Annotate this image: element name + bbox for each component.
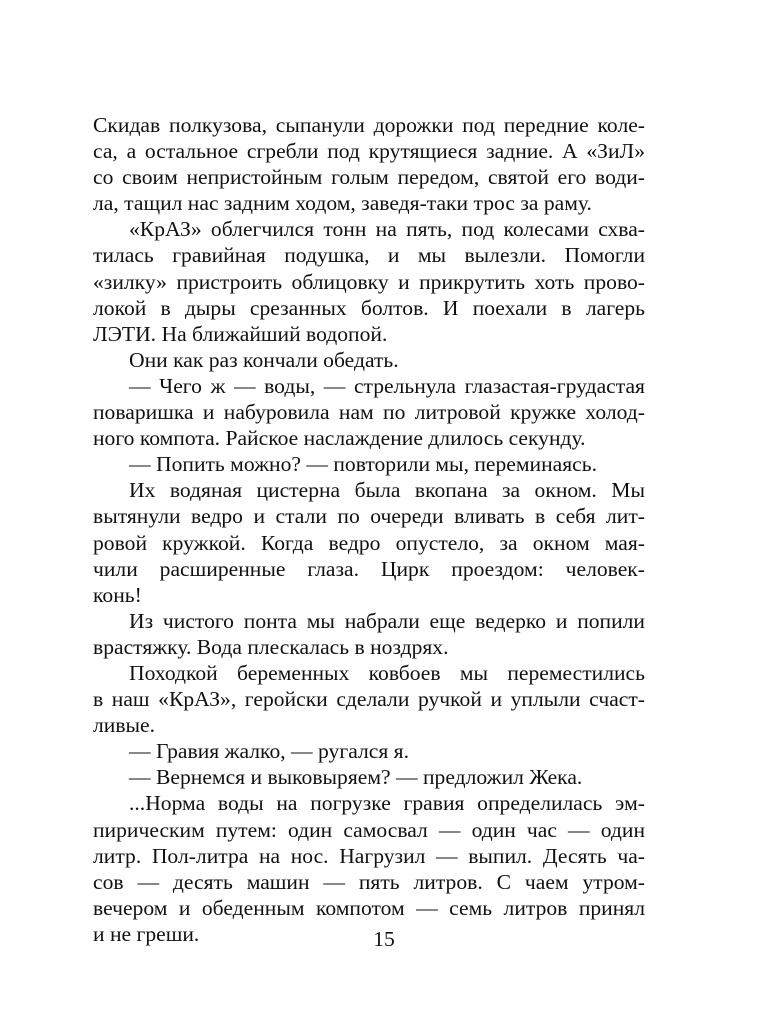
- text-line: конь!: [93, 582, 142, 607]
- text-line: ла, тащил нас задним ходом, заведя-таки трос за раму.: [93, 191, 592, 216]
- text-line: «КрАЗ» облегчился тонн на пять, под колесами схва-: [129, 217, 645, 242]
- text-line: пирическим путем: один самосвал — один час — один: [93, 817, 645, 842]
- paragraph: [93, 608, 645, 660]
- paragraph: [93, 790, 645, 947]
- text-line: са, а остальное сгребли под крутящиеся задние. А «ЗиЛ»: [93, 139, 645, 164]
- text-line: ...Норма воды на погрузке гравия определилась эм-: [129, 791, 645, 816]
- text-line: ного компота. Райское наслаждение длилось секунду.: [93, 426, 586, 451]
- text-line: со своим непристойным голым передом, святой его води-: [93, 165, 645, 190]
- text-line: вытянули ведро и стали по очереди вливать в себя лит-: [93, 504, 645, 529]
- text-line: — Чего ж — воды, — стрельнула глазастая-грудастая: [129, 373, 645, 398]
- text-line: поваришка и набуровила нам по литровой кружке холод-: [93, 400, 645, 425]
- paragraph: [93, 451, 645, 477]
- text-line: сов — десять машин — пять литров. С чаем утром-: [93, 869, 645, 894]
- page-number: 15: [373, 927, 395, 951]
- text-line: и не греши.: [93, 921, 200, 946]
- text-line: — Гравия жалко, — ругался я.: [129, 739, 409, 764]
- paragraph: [93, 738, 645, 764]
- text-line: ЛЭТИ. На ближайший водопой.: [93, 321, 388, 346]
- body-text: [93, 112, 645, 947]
- text-line: — Попить можно? — повторили мы, переминаясь.: [129, 452, 598, 477]
- paragraph: [93, 373, 645, 451]
- text-line: чили расширенные глаза. Цирк проездом: человек-: [93, 556, 645, 581]
- text-line: Скидав полкузова, сыпанули дорожки под передние коле-: [93, 113, 645, 137]
- paragraph: [93, 347, 645, 373]
- text-line: врастяжку. Вода плескалась в ноздрях.: [93, 634, 449, 659]
- text-line: вечером и обеденным компотом — семь литров принял: [93, 895, 645, 920]
- text-line: Их водяная цистерна была вкопана за окном. Мы: [129, 478, 645, 503]
- paragraph: [93, 216, 645, 346]
- text-line: — Вернемся и выковыряем? — предложил Жека.: [129, 765, 583, 790]
- text-line: Походкой беременных ковбоев мы переместились: [129, 660, 645, 685]
- paragraph: [93, 477, 645, 607]
- text-line: литр. Пол-литра на нос. Нагрузил — выпил. Десять ча-: [93, 843, 645, 868]
- text-line: Они как раз кончали обедать.: [129, 347, 399, 372]
- text-line: тилась гравийная подушка, и мы вылезли. Помогли: [93, 243, 645, 268]
- paragraph: [93, 660, 645, 738]
- paragraph: [93, 112, 645, 216]
- text-line: Из чистого понта мы набрали еще ведерко и попили: [129, 608, 645, 633]
- text-line: в наш «КрАЗ», геройски сделали ручкой и уплыли счаст-: [93, 687, 645, 712]
- text-line: ровой кружкой. Когда ведро опустело, за окном мая-: [93, 530, 645, 555]
- text-line: локой в дыры срезанных болтов. И поехали в лагерь: [93, 295, 645, 320]
- paragraph: [93, 764, 645, 790]
- text-line: ливые.: [93, 713, 156, 738]
- text-line: «зилку» пристроить облицовку и прикрутить хоть прово-: [93, 269, 645, 294]
